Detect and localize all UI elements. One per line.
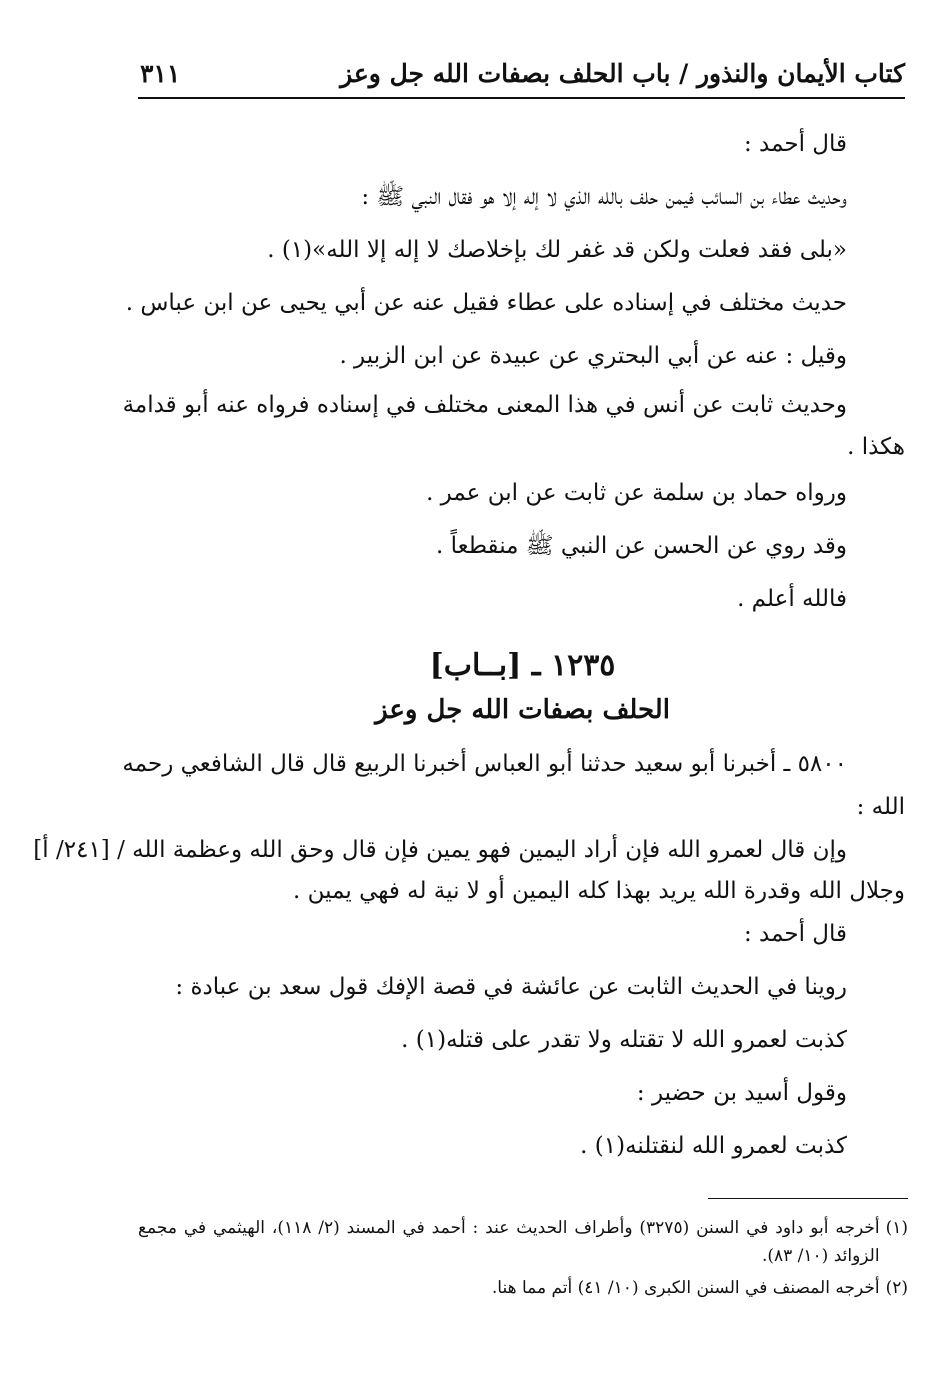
paragraph: وقد روي عن الحسن عن النبي ﷺ منقطعاً . xyxy=(435,533,847,559)
footnote-number: (١) xyxy=(885,1218,908,1238)
chapter-title: الحلف بصفات الله جل وعز xyxy=(375,695,670,725)
paragraph-continuation: وجلال الله وقدرة الله يريد بهذا كله اليمين أو لا نية له فهي يمين . xyxy=(293,878,905,904)
paragraph: وحديث عطاء بن السائب فيمن حلف بالله الذي لا إله إلا هو فقال النبي ﷺ : xyxy=(361,184,847,210)
section-one xyxy=(122,118,905,626)
running-header xyxy=(140,58,905,90)
footnote-rule xyxy=(708,1198,908,1199)
paragraph: وقيل : عنه عن أبي البحتري عن عبيدة عن ابن الزبير . xyxy=(339,343,847,369)
footnote-text: أخرجه أبو داود في السنن (٣٢٧٥) وأطراف الحديث عند : أحمد في المسند (٢/ ١١٨)، الهيثمي في مجمع الزوائد (١٠/ ٨٣). xyxy=(138,1218,880,1266)
paragraph-continuation: هكذا . xyxy=(847,434,905,460)
paragraph: ورواه حماد بن سلمة عن ثابت عن ابن عمر . xyxy=(426,480,847,506)
section-two xyxy=(33,740,905,1173)
paragraph: وحديث ثابت عن أنس في هذا المعنى مختلف في إسناده فرواه عنه أبو قدامة xyxy=(122,392,847,418)
header-title: كتاب الأيمان والنذور / باب الحلف بصفات الله جل وعز xyxy=(340,59,905,88)
chapter-number: ١٢٣٥ ـ [بــاب] xyxy=(429,648,616,683)
paragraph: قال أحمد : xyxy=(743,921,847,947)
paragraph: كذبت لعمرو الله لا تقتله ولا تقدر على قتله(١) . xyxy=(401,1027,847,1053)
paragraph: حديث مختلف في إسناده على عطاء فقيل عنه عن أبي يحيى عن ابن عباس . xyxy=(125,290,847,316)
page-number: ٣١١ xyxy=(140,59,181,88)
paragraph: «بلى فقد فعلت ولكن قد غفر لك بإخلاصك لا إله إلا الله»(١) . xyxy=(267,237,847,263)
footnote xyxy=(138,1274,908,1302)
header-rule xyxy=(138,97,905,99)
paragraph: وإن قال لعمرو الله فإن أراد اليمين فهو يمين فإن قال وحق الله وعظمة الله / [٢٤١/ أ] xyxy=(33,837,847,863)
paragraph: كذبت لعمرو الله لنقتلنه(١) . xyxy=(580,1133,847,1159)
footnote xyxy=(138,1214,908,1270)
chapter-heading xyxy=(140,642,905,730)
footnote-number: (٢) xyxy=(885,1278,908,1298)
paragraph: قال أحمد : xyxy=(743,131,847,157)
paragraph: فالله أعلم . xyxy=(737,586,847,612)
paragraph: ٥٨٠٠ ـ أخبرنا أبو سعيد حدثنا أبو العباس أخبرنا الربيع قال قال الشافعي رحمه xyxy=(122,751,847,777)
paragraph: وقول أسيد بن حضير : xyxy=(636,1080,847,1106)
paragraph: روينا في الحديث الثابت عن عائشة في قصة الإفك قول سعد بن عبادة : xyxy=(175,974,847,1000)
footnote-text: أخرجه المصنف في السنن الكبرى (١٠/ ٤١) أتم مما هنا. xyxy=(491,1278,880,1298)
footnotes xyxy=(138,1214,908,1306)
paragraph-continuation: الله : xyxy=(856,794,905,820)
